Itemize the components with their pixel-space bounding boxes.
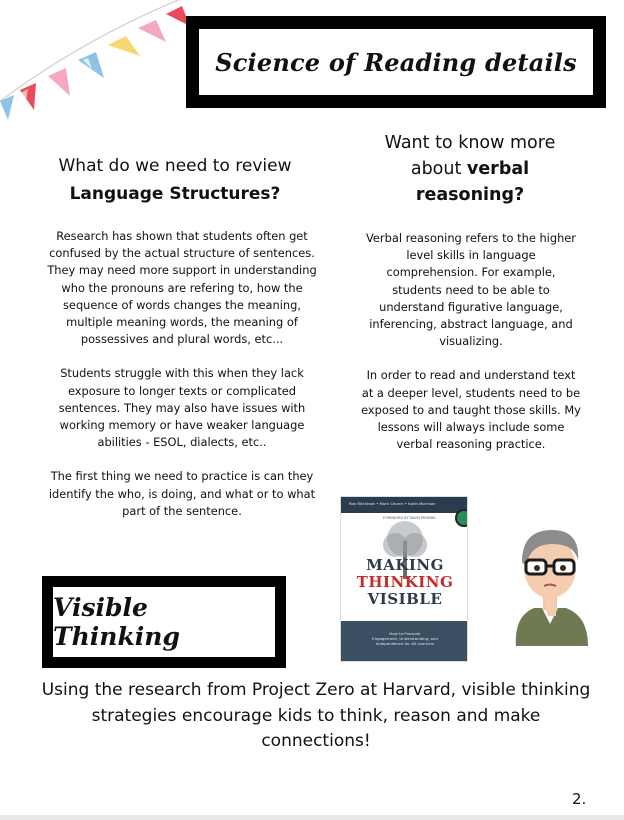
book-subtitle-line: How to Promote: [389, 631, 421, 636]
left-paragraph: Research has shown that students often get confused by the actual structure of sentences. They may need more support in understanding who the pronouns are refering to, how the sequence of words changes the meaning, multiple meaning words, the meaning of possessives and plural words, etc...: [47, 229, 317, 347]
book-subtitle-line: Engagement, Understanding, and: [372, 636, 438, 642]
right-paragraph: In order to read and understand text at a deeper level, students need to be exposed to and taught those skills. My lessons will always include some verbal reasoning practice.: [361, 368, 581, 452]
right-paragraph: Verbal reasoning refers to the higher level skills in language comprehension. For example, students need to be able to understand figurative language, inferencing, abstract language, and visualizing.: [366, 231, 576, 349]
left-heading-bold: Language Structures?: [69, 184, 281, 204]
left-heading-line: What do we need to review: [58, 156, 292, 176]
bunting-banner-icon: [0, 0, 200, 130]
book-subtitle: [341, 631, 468, 647]
book-title-line: VISIBLE: [367, 590, 443, 608]
left-paragraph: Students struggle with this when they lack exposure to longer texts or complicated sentences. They may also have issues with working memory or have weaker language abilities - ESOL, dialects, etc..: [58, 366, 306, 450]
right-heading-bold: verbal reasoning?: [415, 159, 530, 205]
bottom-divider: [0, 815, 624, 820]
left-body: [40, 228, 324, 537]
visible-thinking-label: Visible Thinking: [53, 593, 180, 651]
thinking-avatar-icon: [508, 520, 592, 646]
left-heading: [40, 152, 310, 208]
right-heading-prefix: about: [410, 159, 467, 179]
visible-thinking-box: [42, 576, 286, 668]
book-title-line: MAKING: [366, 556, 444, 574]
page-number: 2.: [572, 790, 587, 808]
left-paragraph: The first thing we need to practice is can they identify the who, is doing, and what or to what part of the sentence.: [48, 469, 316, 518]
page-title: Science of Reading details: [215, 47, 577, 77]
book-authors: Ron Ritchhart • Mark Church • Karin Morrison: [349, 501, 436, 506]
book-title-line: THINKING: [356, 573, 454, 591]
title-box: [186, 16, 606, 108]
book-cover-image: [340, 496, 468, 662]
right-body: [360, 230, 582, 470]
bottom-text: Using the research from Project Zero at Harvard, visible thinking strategies encourage kids to think, reason and make connections!: [41, 680, 591, 751]
book-subtitle-line: Independence for All Learners: [375, 641, 435, 647]
right-heading-line: Want to know more: [384, 133, 556, 153]
book-foreword: FOREWORD BY DAVID PERKINS: [383, 516, 436, 520]
right-heading: [362, 130, 578, 208]
